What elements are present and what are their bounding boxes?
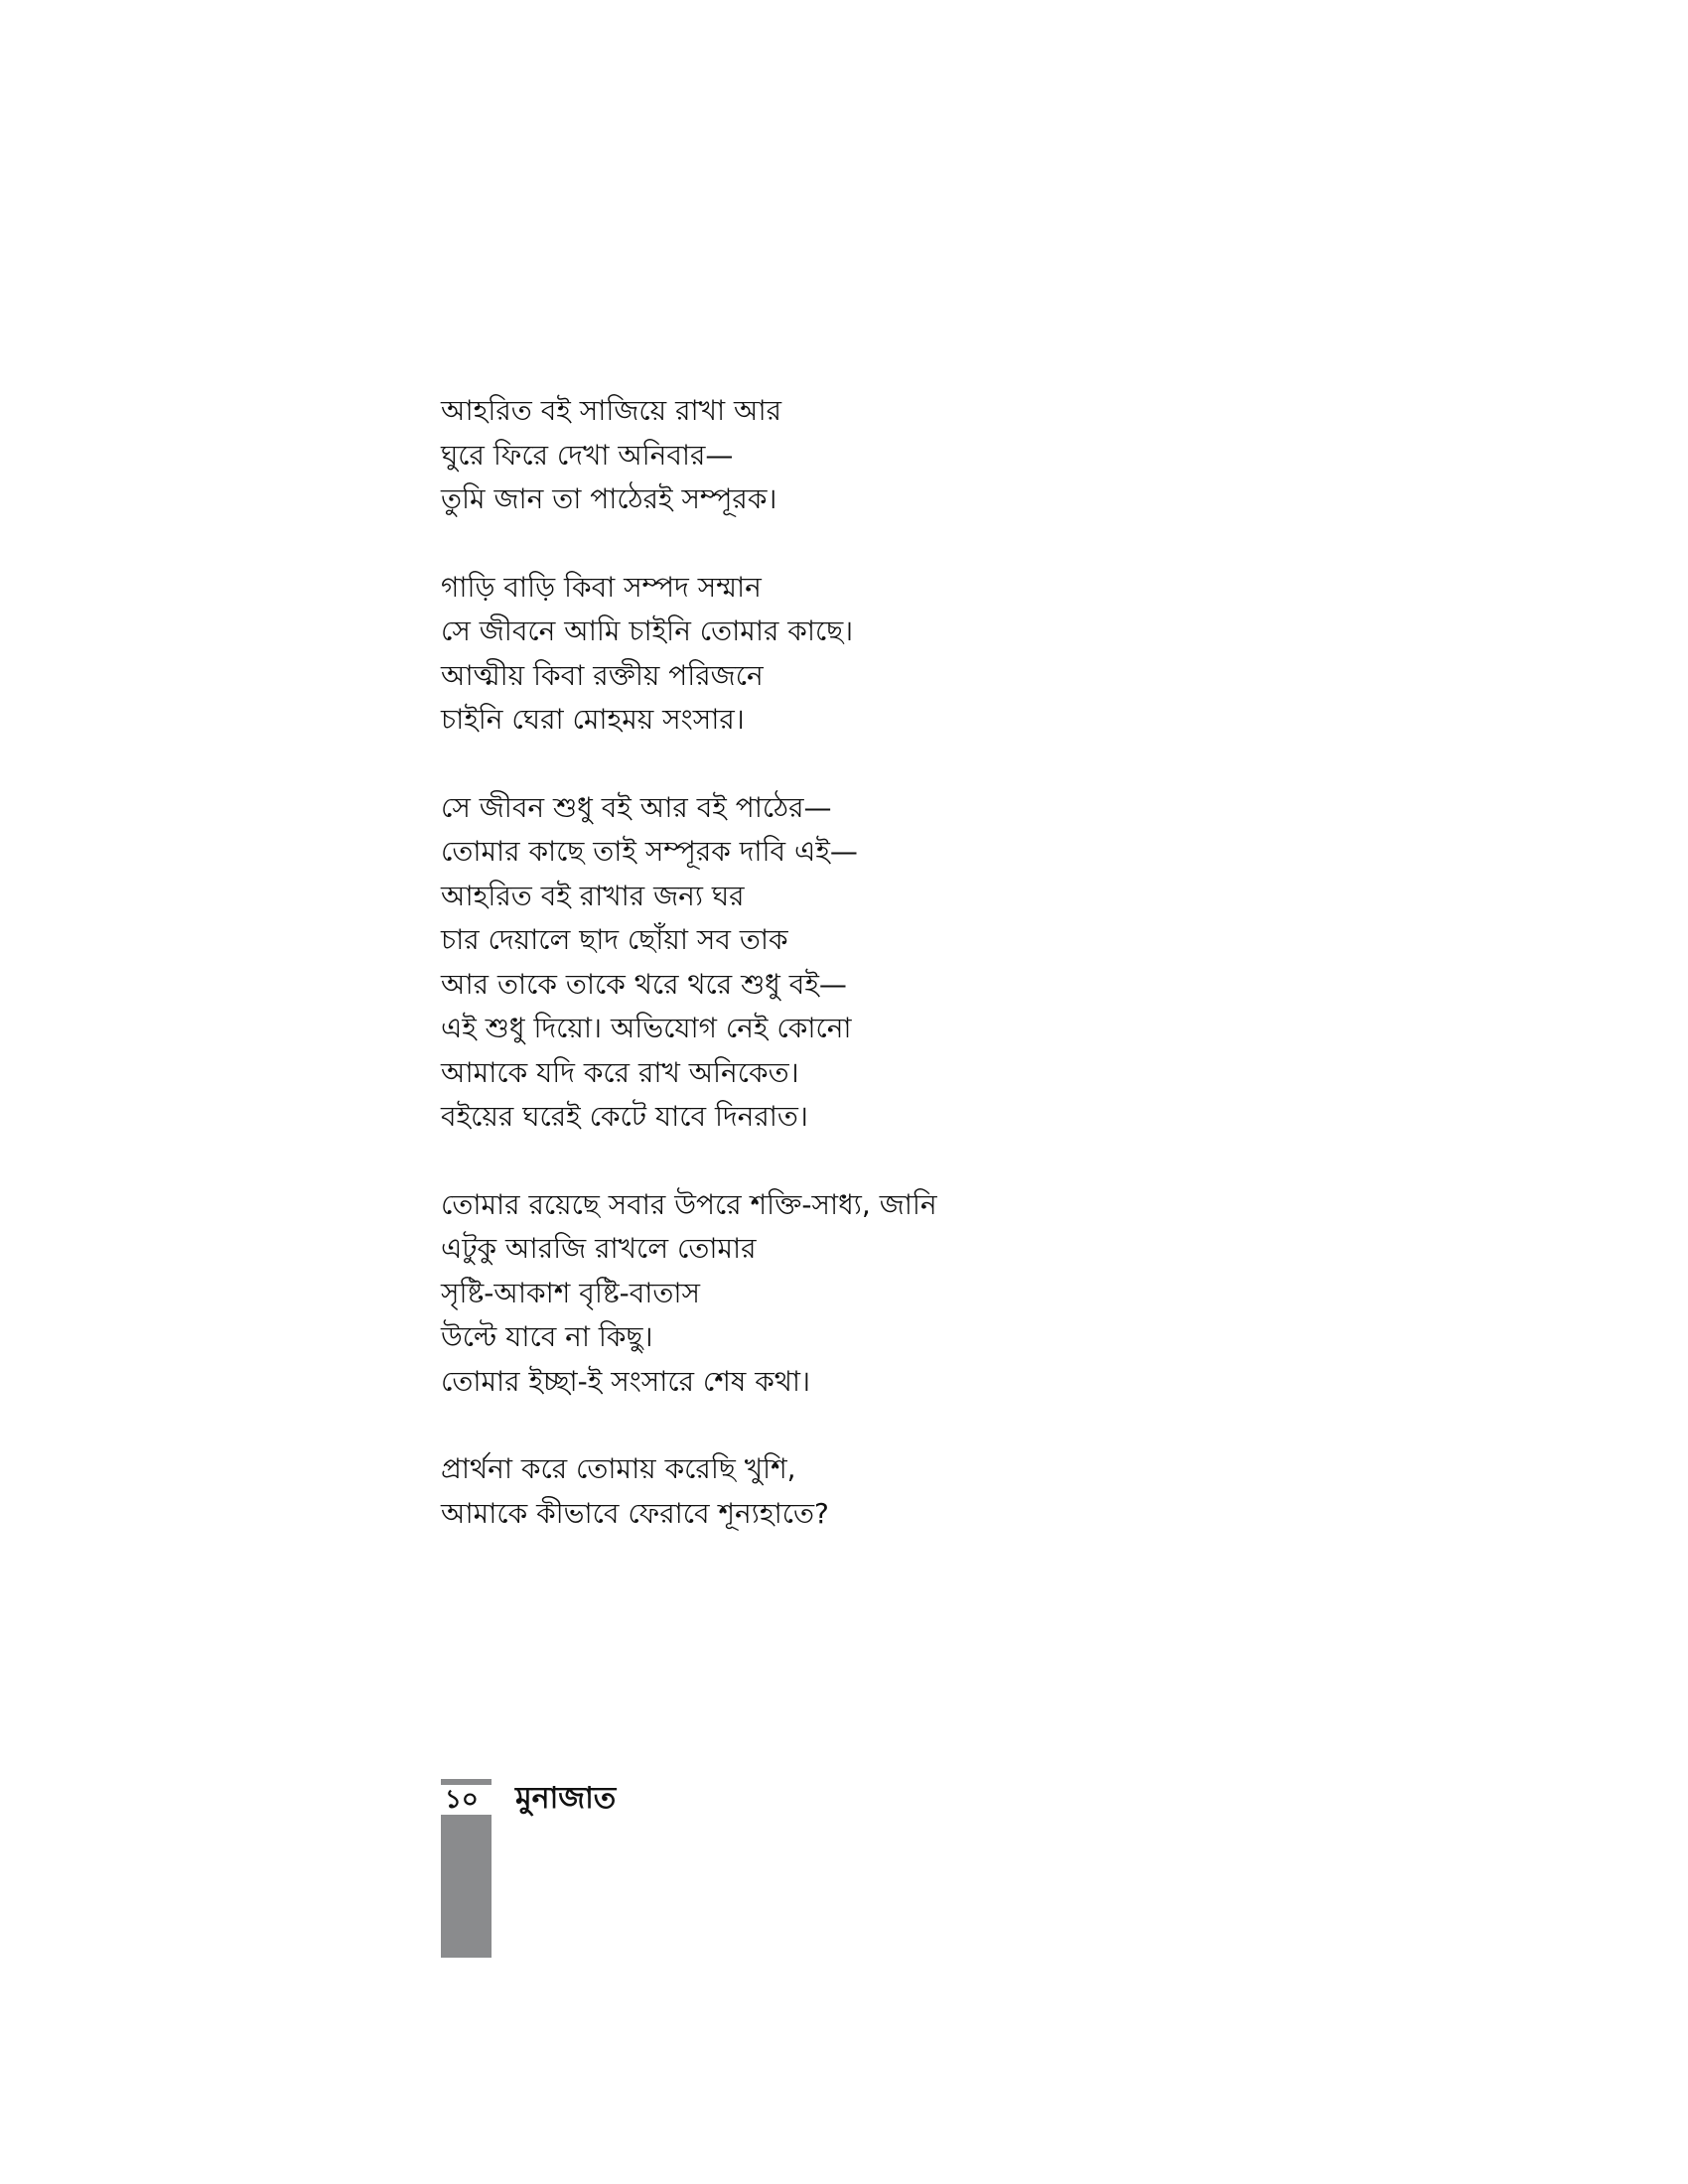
poem-line: তোমার কাছে তাই সম্পূরক দাবি এই— (441, 835, 858, 868)
poem-line: প্রার্থনা করে তোমায় করেছি খুশি, (441, 1452, 796, 1485)
stanza-1 (441, 389, 1335, 522)
stanza-2 (441, 566, 1335, 743)
page-number: ১০ (445, 1785, 479, 1815)
running-title: মুনাজাত (515, 1781, 617, 1816)
poem-line: আহরিত বই রাখার জন্য ঘর (441, 879, 745, 912)
page-tab-bar-fill (441, 1815, 492, 1958)
poem-line: আমাকে কীভাবে ফেরাবে শূন্যহাতে? (441, 1496, 829, 1530)
poem-line: তুমি জান তা পাঠেরই সম্পূরক। (441, 482, 777, 515)
poem-line: ঘুরে ফিরে দেখা অনিবার— (441, 438, 734, 472)
stanza-5 (441, 1447, 1335, 1536)
poem-line: এই শুধু দিয়ো। অভিযোগ নেই কোনো (441, 1012, 852, 1044)
poem-line: উল্টে যাবে না কিছু। (441, 1320, 653, 1353)
poem-line: গাড়ি বাড়ি কিবা সম্পদ সম্মান (441, 570, 762, 604)
poem-line: আত্মীয় কিবা রক্তীয় পরিজনে (441, 658, 764, 692)
poem-line: সে জীবন শুধু বই আর বই পাঠের— (441, 790, 832, 824)
poem-line: সৃষ্টি-আকাশ বৃষ্টি-বাতাস (441, 1276, 701, 1309)
poem-line: চার দেয়ালে ছাদ ছোঁয়া সব তাক (441, 923, 788, 956)
poem-line: আর তাকে তাকে থরে থরে শুধু বই— (441, 967, 847, 1001)
poem-line: সে জীবনে আমি চাইনি তোমার কাছে। (441, 614, 854, 647)
page-footer (441, 1779, 838, 1958)
poem-line: চাইনি ঘেরা মোহময় সংসার। (441, 703, 745, 736)
poem-body (441, 389, 1335, 1579)
poem-line: আহরিত বই সাজিয়ে রাখা আর (441, 394, 782, 427)
poem-line: তোমার ইচ্ছা-ই সংসারে শেষ কথা। (441, 1364, 811, 1398)
poem-line: এটুকু আরজি রাখলে তোমার (441, 1232, 757, 1265)
poem-line: আমাকে যদি করে রাখ অনিকেত। (441, 1055, 799, 1089)
poem-line: তোমার রয়েছে সবার উপরে শক্তি-সাধ্য, জানি (441, 1187, 937, 1221)
stanza-3 (441, 786, 1335, 1140)
stanza-4 (441, 1183, 1335, 1405)
poem-line: বইয়ের ঘরেই কেটে যাবে দিনরাত। (441, 1100, 808, 1133)
